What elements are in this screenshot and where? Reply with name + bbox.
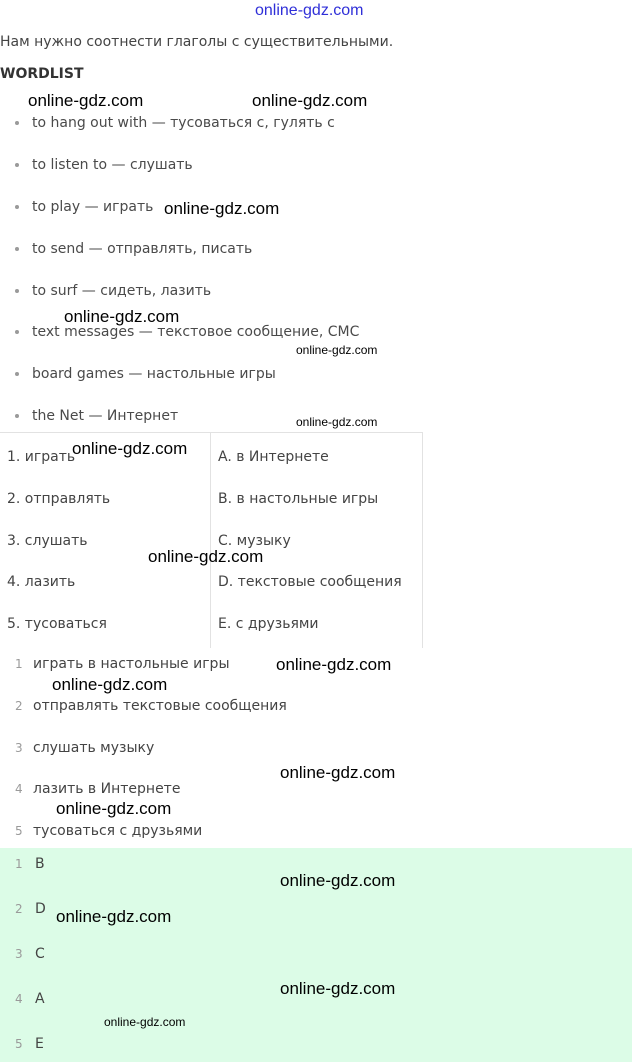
answer-letter: B	[35, 856, 45, 872]
column-divider	[210, 433, 211, 648]
bullet-icon	[15, 247, 19, 251]
table-cell-right: C. музыку	[218, 533, 291, 549]
table-cell-left: 4. лазить	[7, 574, 76, 590]
answer-number: 2	[15, 902, 23, 916]
answer-letter: E	[35, 1036, 44, 1052]
wordlist-entry: to surf — сидеть, лазить	[32, 283, 212, 299]
phrase-number: 2	[15, 699, 23, 713]
bullet-icon	[15, 372, 19, 376]
phrase-text: тусоваться с друзьями	[33, 823, 203, 839]
phrase-number: 4	[15, 782, 23, 796]
table-cell-left: 5. тусоваться	[7, 616, 107, 632]
list-item	[15, 408, 178, 424]
list-item	[15, 157, 193, 173]
site-title[interactable]: online-gdz.com	[255, 2, 364, 19]
watermark: online-gdz.com	[28, 91, 144, 110]
watermark: online-gdz.com	[276, 655, 392, 674]
list-item	[15, 115, 335, 131]
watermark: online-gdz.com	[64, 307, 180, 326]
table-cell-left: 1. играть	[7, 449, 76, 465]
table-cell-left: 3. слушать	[7, 533, 88, 549]
phrase-text: лазить в Интернете	[33, 781, 181, 797]
wordlist-entry: to listen to — слушать	[32, 157, 193, 173]
wordlist-entry: to send — отправлять, писать	[32, 241, 253, 257]
phrase-number: 3	[15, 741, 23, 755]
wordlist-heading: WORDLIST	[0, 66, 84, 82]
bullet-icon	[15, 205, 19, 209]
watermark: online-gdz.com	[280, 763, 396, 782]
watermark: online-gdz.com	[296, 415, 378, 429]
phrase-number: 1	[15, 657, 23, 671]
list-item	[15, 199, 153, 215]
answer-letter: D	[35, 901, 46, 917]
wordlist-entry: the Net — Интернет	[32, 408, 179, 424]
answer-letter: A	[35, 991, 45, 1007]
bullet-icon	[15, 121, 19, 125]
table-cell-right: D. текстовые сообщения	[218, 574, 402, 590]
watermark: online-gdz.com	[56, 799, 172, 818]
answer-letter: C	[35, 946, 45, 962]
wordlist-entry: to hang out with — тусоваться с, гулять с	[32, 115, 335, 131]
wordlist-entry: board games — настольные игры	[32, 366, 276, 382]
watermark: online-gdz.com	[280, 979, 396, 998]
bullet-icon	[15, 289, 19, 293]
wordlist-entry: text messages — текстовое сообщение, СМС	[32, 324, 360, 340]
match-table	[0, 432, 423, 648]
watermark: online-gdz.com	[164, 199, 280, 218]
watermark: online-gdz.com	[72, 439, 188, 458]
watermark: online-gdz.com	[280, 871, 396, 890]
answer-number: 1	[15, 857, 23, 871]
intro-text: Нам нужно соотнести глаголы с существительными.	[0, 34, 394, 50]
wordlist-entry: to play — играть	[32, 199, 154, 215]
table-cell-right: A. в Интернете	[218, 449, 329, 465]
answer-number: 5	[15, 1037, 23, 1051]
watermark: online-gdz.com	[148, 547, 264, 566]
bullet-icon	[15, 330, 19, 334]
table-cell-left: 2. отправлять	[7, 491, 111, 507]
list-item	[15, 366, 276, 382]
bullet-icon	[15, 163, 19, 167]
list-item	[15, 241, 252, 257]
phrase-text: играть в настольные игры	[33, 656, 230, 672]
watermark: online-gdz.com	[104, 1015, 186, 1029]
bullet-icon	[15, 414, 19, 418]
phrase-number: 5	[15, 824, 23, 838]
watermark: online-gdz.com	[296, 343, 378, 357]
answer-number: 4	[15, 992, 23, 1006]
table-cell-right: B. в настольные игры	[218, 491, 379, 507]
watermark: online-gdz.com	[252, 91, 368, 110]
list-item	[15, 283, 211, 299]
watermark: online-gdz.com	[56, 907, 172, 926]
phrase-text: отправлять текстовые сообщения	[33, 698, 287, 714]
answer-number: 3	[15, 947, 23, 961]
watermark: online-gdz.com	[52, 675, 168, 694]
table-cell-right: E. с друзьями	[218, 616, 319, 632]
phrase-text: слушать музыку	[33, 740, 155, 756]
